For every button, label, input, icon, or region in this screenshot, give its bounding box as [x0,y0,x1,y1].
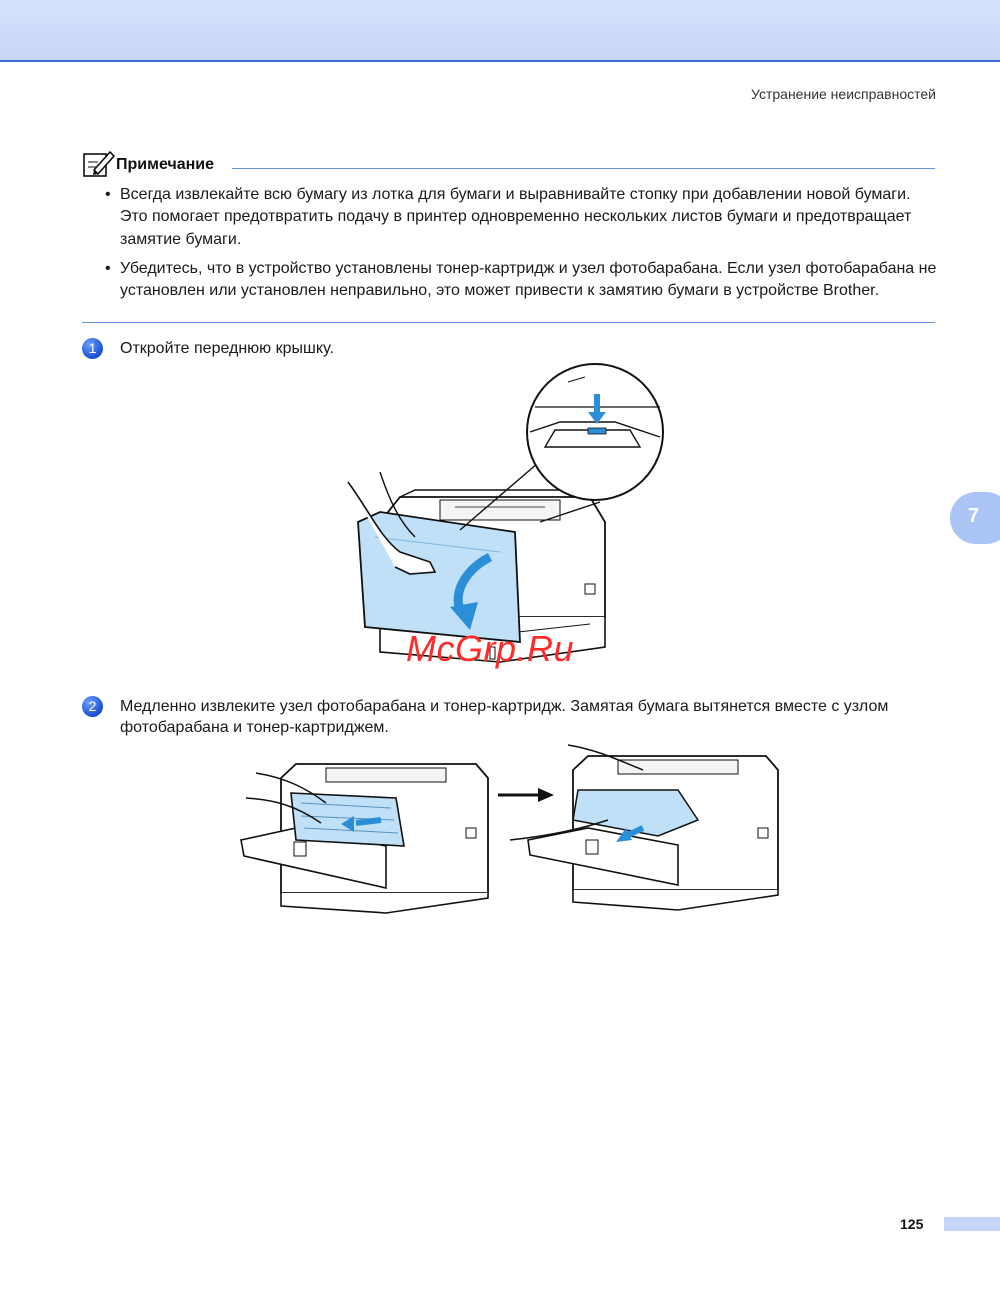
step-number-badge: 2 [82,696,103,717]
note-title: Примечание [116,156,215,173]
note-bullet-list [105,184,940,309]
step-number-badge: 1 [82,338,103,359]
header-title: Устранение неисправностей [751,86,936,102]
top-band [0,0,1000,60]
open-front-cover-illustration [340,362,670,672]
page-number: 125 [900,1216,924,1232]
remove-jammed-paper-illustration [508,740,782,916]
chapter-number: 7 [968,505,980,527]
note-bottom-rule [82,322,935,323]
step-text: Откройте переднюю крышку. [120,340,334,357]
note-bullet: • Убедитесь, что в устройство установлены тонер-картридж и узел фотобарабана. Если узел фотобарабана не установлен или установлен неправильно, это может привести к замятию бумаги в устройстве Brother. [105,258,940,303]
note-header-rule [232,168,935,169]
watermark: McGrp.Ru [406,628,575,669]
step-2 [82,696,942,738]
note-pencil-icon [82,148,116,178]
top-rule [0,60,1000,62]
page-number-bar [944,1217,1000,1231]
step-text: Медленно извлеките узел фотобарабана и тонер-картридж. Замятая бумага вытянется вместе с узлом фотобарабана и тонер-картриджем. [120,698,889,736]
note-bullet: • Всегда извлекайте всю бумагу из лотка для бумаги и выравнивайте стопку при добавлении новой бумаги. Это помогает предотвратить подачу в принтер одновременно нескольких листов бумаги и предотвращает замятие бумаги. [105,184,940,251]
step-1 [82,338,942,359]
remove-drum-unit-illustration [236,748,494,916]
note-header [82,148,935,178]
